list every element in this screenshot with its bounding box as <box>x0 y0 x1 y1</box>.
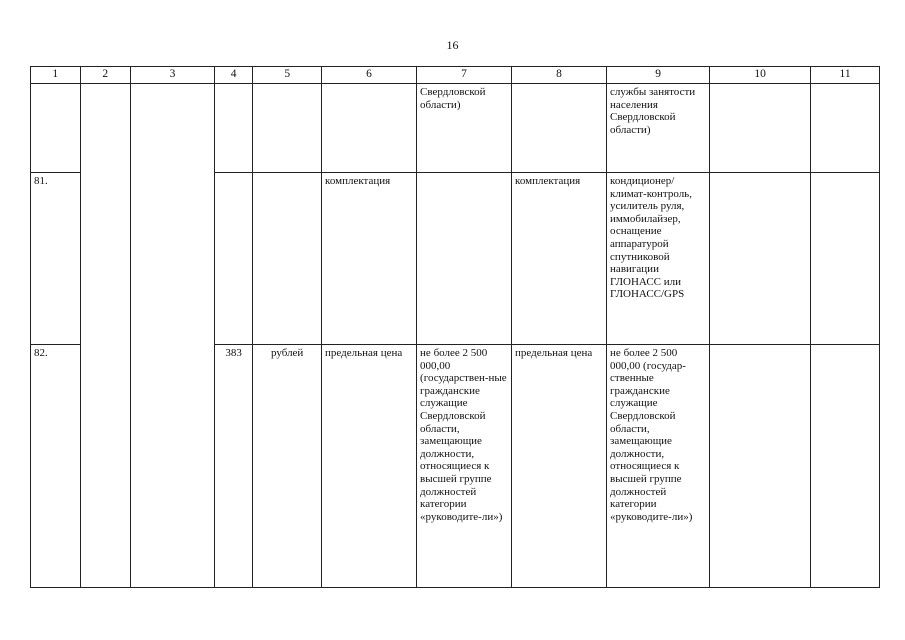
column-header-6: 6 <box>322 67 417 84</box>
cell-col-6 <box>322 84 417 173</box>
cell-row-number: 81. <box>31 173 81 345</box>
column-header-5: 5 <box>253 67 322 84</box>
cell-col-7: Свердловской области) <box>417 84 512 173</box>
column-header-4: 4 <box>214 67 252 84</box>
cell-col-11 <box>811 84 880 173</box>
cell-col-9: не более 2 500 000,00 (государ-ственные гражданские служащие Свердловской области, замещающие должности, относящиеся к высшей группе должностей категории «руководите-ли») <box>607 345 710 588</box>
cell-col-10 <box>710 345 811 588</box>
cell-col-9: кондиционер/ климат-контроль, усилитель руля, иммобилайзер, оснащение аппаратурой спутниковой навигации ГЛОНАСС или ГЛОНАСС/GPS <box>607 173 710 345</box>
cell-col-5 <box>253 84 322 173</box>
column-header-3: 3 <box>131 67 215 84</box>
cell-row-number <box>31 84 81 173</box>
cell-col-8: комплектация <box>512 173 607 345</box>
header-row <box>31 67 880 84</box>
cell-col-5 <box>253 173 322 345</box>
cell-col-7 <box>417 173 512 345</box>
table-row <box>31 84 880 173</box>
cell-col-5: рублей <box>253 345 322 588</box>
cell-col-8: предельная цена <box>512 345 607 588</box>
page-number: 16 <box>446 38 459 52</box>
column-header-7: 7 <box>417 67 512 84</box>
cell-col-6: предельная цена <box>322 345 417 588</box>
column-header-9: 9 <box>607 67 710 84</box>
cell-col-7: не более 2 500 000,00 (государствен-ные гражданские служащие Свердловской области, замещающие должности, относящиеся к высшей группе должностей категории «руководите-ли») <box>417 345 512 588</box>
cell-col-6: комплектация <box>322 173 417 345</box>
column-header-8: 8 <box>512 67 607 84</box>
cell-col-4 <box>214 173 252 345</box>
cell-col-11 <box>811 173 880 345</box>
cell-col-2-merged <box>80 84 131 588</box>
cell-col-3-merged <box>131 84 215 588</box>
column-header-10: 10 <box>710 67 811 84</box>
cell-col-10 <box>710 173 811 345</box>
cell-col-4: 383 <box>214 345 252 588</box>
cell-col-8 <box>512 84 607 173</box>
document-table <box>30 66 880 588</box>
cell-col-10 <box>710 84 811 173</box>
cell-row-number: 82. <box>31 345 81 588</box>
column-header-2: 2 <box>80 67 131 84</box>
column-header-11: 11 <box>811 67 880 84</box>
cell-col-4 <box>214 84 252 173</box>
column-header-1: 1 <box>31 67 81 84</box>
cell-col-9: службы занятости населения Свердловской области) <box>607 84 710 173</box>
cell-col-11 <box>811 345 880 588</box>
